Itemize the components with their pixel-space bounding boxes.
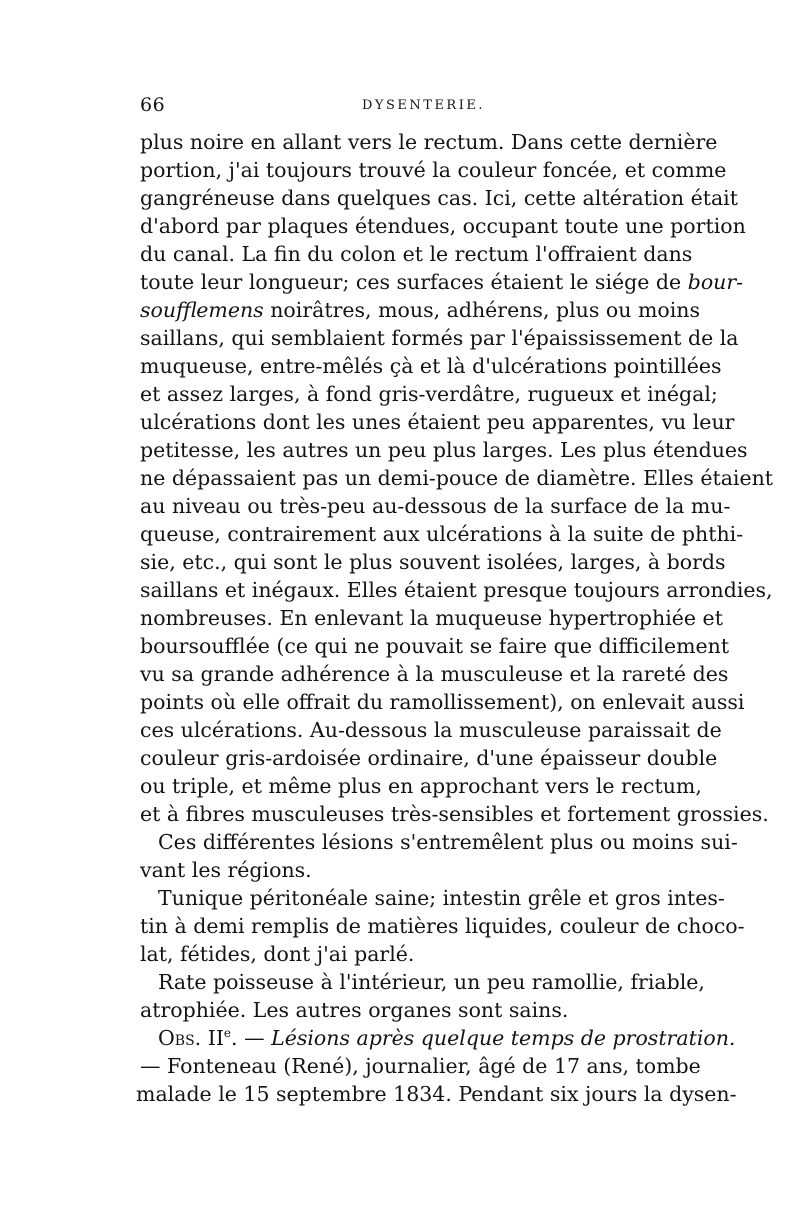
text-line: saillans, qui semblaient formés par l'épaississement de la (140, 326, 739, 350)
observation-label: Obs. II (158, 1026, 224, 1050)
text-line: Ces différentes lésions s'entremêlent plus ou moins sui- (158, 830, 738, 854)
text-line: petitesse, les autres un peu plus larges. Les plus étendues (140, 438, 748, 462)
text-line: queuse, contrairement aux ulcérations à la suite de phthi- (140, 522, 744, 546)
text-run: noirâtres, mous, adhérens, plus ou moins (270, 298, 701, 322)
text-line: atrophiée. Les autres organes sont sains. (140, 998, 569, 1022)
text-line: et assez larges, à fond gris-verdâtre, rugueux et inégal; (140, 382, 718, 406)
text-line: lat, fétides, dont j'ai parlé. (140, 942, 415, 966)
text-line: ces ulcérations. Au-dessous la musculeuse paraissait de (140, 718, 722, 742)
dash: . — (231, 1026, 272, 1050)
page-number: 66 (140, 94, 166, 116)
text-line: tin à demi remplis de matières liquides, couleur de choco- (140, 914, 745, 938)
text-line: nombreuses. En enlevant la muqueuse hypertrophiée et (140, 606, 723, 630)
text-line (140, 268, 744, 296)
text-line: vant les régions. (140, 858, 312, 882)
italic-term: bour- (687, 270, 744, 294)
superscript: e (223, 1026, 232, 1041)
running-head: DYSENTERIE. (362, 98, 485, 113)
text-line: points où elle offrait du ramollissement), on enlevait aussi (140, 690, 745, 714)
text-line: Tunique péritonéale saine; intestin grêle et gros intes- (158, 886, 725, 910)
text-line: ou triple, et même plus en approchant vers le rectum, (140, 774, 702, 798)
observation-title: Lésions après quelque temps de prostration. (271, 1026, 736, 1050)
text-line: gangréneuse dans quelques cas. Ici, cette altération était (140, 186, 738, 210)
page-header (140, 94, 660, 120)
text-line: malade le 15 septembre 1834. Pendant six jours la dysen- (136, 1082, 737, 1106)
body-text (136, 128, 774, 1108)
text-line: portion, j'ai toujours trouvé la couleur foncée, et comme (140, 158, 727, 182)
observation-heading (140, 1024, 736, 1052)
text-line: couleur gris-ardoisée ordinaire, d'une épaisseur double (140, 746, 718, 770)
text-line: du canal. La fin du colon et le rectum l'offraient dans (140, 242, 693, 266)
text-line: muqueuse, entre-mêlés çà et là d'ulcérations pointillées (140, 354, 722, 378)
italic-term: soufflemens (140, 298, 264, 322)
text-line: ne dépassaient pas un demi-pouce de diamètre. Elles étaient (140, 466, 774, 490)
text-line: saillans et inégaux. Elles étaient presque toujours arrondies, (140, 578, 773, 602)
text-line: — Fonteneau (René), journalier, âgé de 17 ans, tombe (140, 1054, 701, 1078)
text-line: boursoufflée (ce qui ne pouvait se faire que difficilement (140, 634, 730, 658)
text-line: et à fibres musculeuses très-sensibles et fortement grossies. (140, 802, 769, 826)
text-line: plus noire en allant vers le rectum. Dans cette dernière (140, 130, 718, 154)
text-line (140, 296, 701, 324)
text-line: Rate poisseuse à l'intérieur, un peu ramollie, friable, (158, 970, 705, 994)
text-line: d'abord par plaques étendues, occupant toute une portion (140, 214, 746, 238)
text-line: ulcérations dont les unes étaient peu apparentes, vu leur (140, 410, 735, 434)
text-line: sie, etc., qui sont le plus souvent isolées, larges, à bords (140, 550, 726, 574)
text-line: au niveau ou très-peu au-dessous de la surface de la mu- (140, 494, 731, 518)
text-run: toute leur longueur; ces surfaces étaient le siége de (140, 270, 682, 294)
text-line: vu sa grande adhérence à la musculeuse et la rareté des (140, 662, 729, 686)
